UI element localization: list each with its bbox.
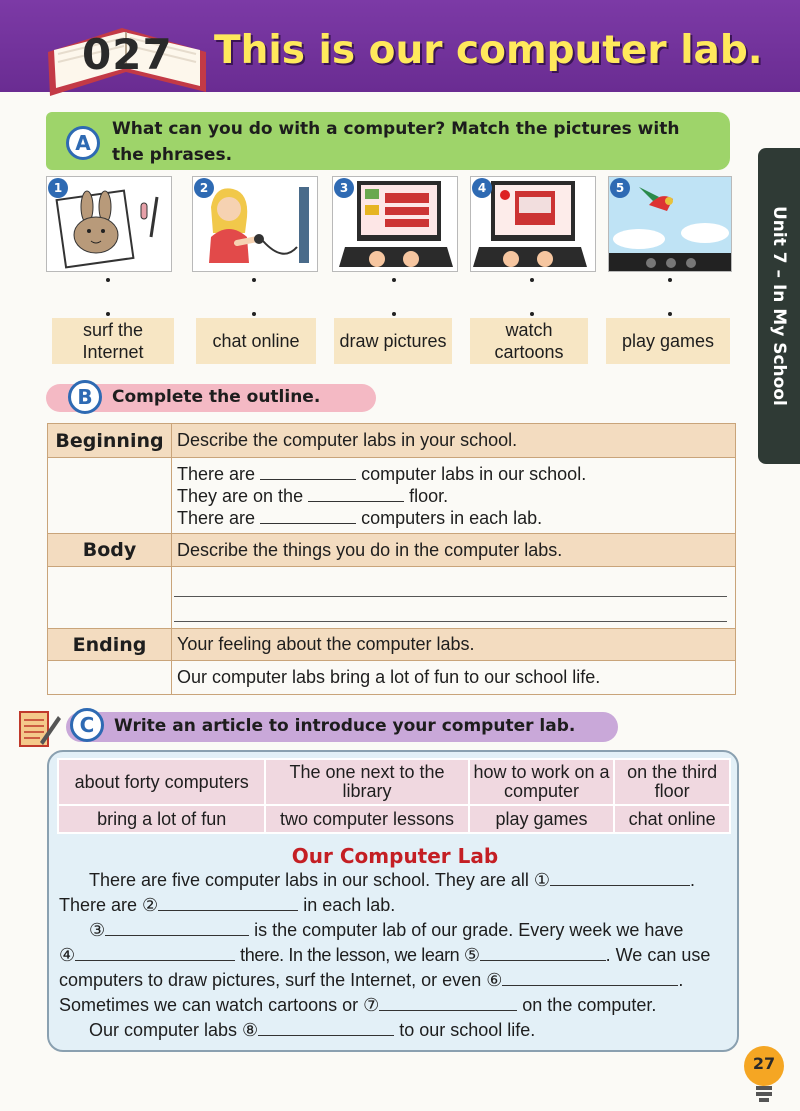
- line2-start: They are on the: [177, 485, 304, 506]
- line1-end: computer labs in our school.: [361, 463, 587, 484]
- line3-start: There are: [177, 507, 256, 528]
- word-bank-item[interactable]: The one next to the library: [265, 759, 468, 805]
- section-b-instruction: Complete the outline.: [112, 387, 321, 407]
- word-bank-item[interactable]: play games: [469, 805, 615, 833]
- body-label: Body: [48, 534, 172, 567]
- unit-label: Unit 7 – In My School: [769, 206, 789, 406]
- section-a-letter: A: [66, 126, 100, 160]
- article-text: .: [690, 870, 696, 890]
- ending-prompt: Your feeling about the computer labs.: [172, 629, 736, 661]
- beginning-prompt: Describe the computer labs in your school.: [172, 424, 736, 458]
- section-c-banner: [66, 712, 618, 742]
- phrase-play-games[interactable]: play games: [606, 318, 730, 364]
- picture-2[interactable]: [192, 176, 318, 272]
- article-text: on the computer.: [522, 995, 657, 1015]
- section-a-banner: [46, 112, 730, 170]
- section-b-letter: B: [68, 380, 102, 414]
- word-bank-item[interactable]: about forty computers: [58, 759, 265, 805]
- ending-label: Ending: [48, 629, 172, 661]
- article-text: in each lab.: [303, 895, 396, 915]
- article-text: ④: [59, 945, 76, 965]
- section-a-instruction: What can you do with a computer? Match the pictures with the phrases.: [112, 119, 680, 165]
- blank-3[interactable]: [105, 935, 249, 936]
- blank-6[interactable]: [502, 985, 678, 986]
- word-bank-item[interactable]: two computer lessons: [265, 805, 468, 833]
- article-text: . We can use: [605, 945, 711, 965]
- beginning-content: [172, 458, 736, 534]
- blank-line1[interactable]: [260, 479, 356, 480]
- article-text: there. In the lesson, we learn ⑤: [240, 945, 480, 965]
- article-body: [59, 868, 735, 1043]
- match-dot[interactable]: [392, 312, 396, 316]
- blank-1[interactable]: [550, 885, 690, 886]
- article-text: ③: [89, 920, 106, 940]
- picture-5[interactable]: [608, 176, 732, 272]
- word-bank-item[interactable]: how to work on a computer: [469, 759, 615, 805]
- word-bank: [57, 758, 731, 834]
- match-dot[interactable]: [252, 278, 256, 282]
- picture-number: 2: [194, 178, 214, 198]
- article-text: to our school life.: [399, 1020, 536, 1040]
- line3-end: computers in each lab.: [361, 507, 543, 528]
- ending-answer: Our computer labs bring a lot of fun to our school life.: [172, 661, 736, 695]
- outline-table: [47, 423, 736, 695]
- section-c-instruction: Write an article to introduce your computer lab.: [114, 716, 576, 736]
- body-prompt: Describe the things you do in the computer labs.: [172, 534, 736, 567]
- article-text: There are five computer labs in our school. They are all ①: [89, 870, 551, 890]
- writing-line: [174, 621, 727, 622]
- page-number: 27: [752, 1054, 776, 1073]
- section-c-letter: C: [70, 708, 104, 742]
- page-title: This is our computer lab.: [214, 28, 763, 73]
- picture-1[interactable]: [46, 176, 172, 272]
- match-dot[interactable]: [668, 278, 672, 282]
- picture-number: 5: [610, 178, 630, 198]
- picture-number: 3: [334, 178, 354, 198]
- phrase-chat-online[interactable]: chat online: [196, 318, 316, 364]
- picture-number: 4: [472, 178, 492, 198]
- match-dot[interactable]: [106, 278, 110, 282]
- article-text: There are ②: [59, 895, 159, 915]
- match-dot[interactable]: [252, 312, 256, 316]
- blank-2[interactable]: [158, 910, 298, 911]
- notebook-pencil-icon: [18, 708, 62, 750]
- phrase-draw-pictures[interactable]: draw pictures: [334, 318, 452, 364]
- line2-end: floor.: [409, 485, 449, 506]
- match-dot[interactable]: [530, 312, 534, 316]
- body-writing-area[interactable]: [172, 567, 736, 629]
- lesson-number: 027: [82, 30, 173, 79]
- match-dot[interactable]: [668, 312, 672, 316]
- word-bank-item[interactable]: bring a lot of fun: [58, 805, 265, 833]
- blank-7[interactable]: [379, 1010, 517, 1011]
- match-dot[interactable]: [530, 278, 534, 282]
- writing-panel: [47, 750, 739, 1052]
- match-dot[interactable]: [392, 278, 396, 282]
- blank-8[interactable]: [258, 1035, 394, 1036]
- empty-cell: [48, 458, 172, 534]
- match-dot[interactable]: [106, 312, 110, 316]
- word-bank-item[interactable]: on the third floor: [614, 759, 730, 805]
- blank-line2[interactable]: [308, 501, 404, 502]
- section-b-banner: [46, 384, 376, 412]
- beginning-label: Beginning: [48, 424, 172, 458]
- article-title: Our Computer Lab: [291, 844, 499, 868]
- article-text: computers to draw pictures, surf the Internet, or even ⑥: [59, 970, 503, 990]
- phrase-surf-the-internet[interactable]: surf the Internet: [52, 318, 174, 364]
- blank-line3[interactable]: [260, 523, 356, 524]
- picture-4[interactable]: [470, 176, 596, 272]
- blank-5[interactable]: [480, 960, 606, 961]
- unit-side-tab: [758, 148, 800, 464]
- empty-cell: [48, 567, 172, 629]
- article-text: Sometimes we can watch cartoons or ⑦: [59, 995, 380, 1015]
- picture-number: 1: [48, 178, 68, 198]
- picture-3[interactable]: [332, 176, 458, 272]
- phrase-watch-cartoons[interactable]: watch cartoons: [470, 318, 588, 364]
- blank-4[interactable]: [75, 960, 235, 961]
- empty-cell: [48, 661, 172, 695]
- word-bank-item[interactable]: chat online: [614, 805, 730, 833]
- article-text: .: [678, 970, 684, 990]
- article-text: Our computer labs ⑧: [89, 1020, 259, 1040]
- lightbulb-icon: [742, 1044, 786, 1104]
- article-text: is the computer lab of our grade. Every week we have: [254, 920, 684, 940]
- line1-start: There are: [177, 463, 256, 484]
- writing-line: [174, 596, 727, 597]
